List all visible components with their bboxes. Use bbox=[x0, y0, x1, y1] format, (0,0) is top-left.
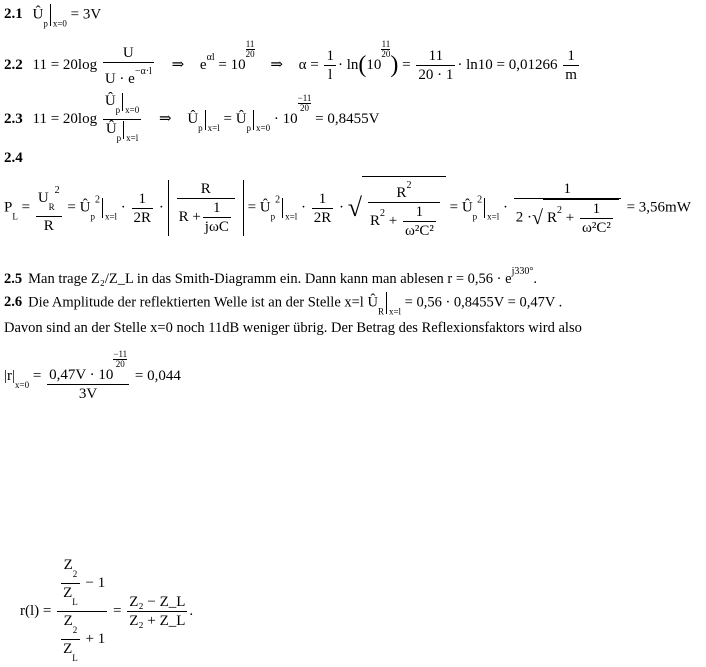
r-frac bbox=[47, 350, 129, 403]
r-eq: = bbox=[32, 367, 42, 384]
f2-den: 2R bbox=[133, 209, 152, 226]
den-base: U · e bbox=[104, 70, 135, 87]
frac-u bbox=[103, 44, 154, 88]
f2-num: 11 bbox=[428, 48, 444, 65]
u1-sub-x: x=l bbox=[207, 122, 220, 133]
rhs-3v: = 3V bbox=[70, 6, 102, 23]
eq-2-4 bbox=[4, 176, 691, 240]
sqrt-den-fden: ω²C² bbox=[404, 223, 434, 239]
frac-1-l bbox=[324, 47, 336, 84]
dot5: · bbox=[502, 199, 508, 216]
exp-num: 11 bbox=[245, 39, 255, 49]
final-r-sup: 2 bbox=[556, 204, 562, 216]
eq-u: = Û bbox=[223, 110, 247, 127]
abs-den-fnum: 1 bbox=[213, 200, 221, 216]
sqrt-icon-2: √ bbox=[531, 206, 543, 229]
sub-x0: x=0 bbox=[52, 18, 67, 29]
final-fnum: 1 bbox=[592, 200, 601, 217]
eq-2-1 bbox=[4, 4, 101, 28]
u-r-sub-x: x=l bbox=[388, 306, 402, 317]
rl-sf-den: Z₂ + Z_L bbox=[129, 613, 186, 629]
rl-simple-frac bbox=[127, 593, 187, 630]
n-top: Û bbox=[104, 93, 116, 109]
rl-d-op: + 1 bbox=[85, 630, 106, 647]
calc-2-6: = 0,56 · 0,8455V = 0,47V . bbox=[404, 294, 563, 311]
rl-big-num bbox=[57, 556, 107, 611]
sqrt-num bbox=[368, 177, 440, 202]
f2b-num: 1 bbox=[318, 190, 327, 207]
mid-eq: = 10 bbox=[218, 57, 246, 73]
eq4: = Û bbox=[449, 199, 473, 216]
paren-exp-num: 11 bbox=[381, 39, 391, 49]
arrow: ⇒ bbox=[159, 110, 172, 127]
r-exp-val: 11 bbox=[118, 349, 128, 359]
r-frac-num-base: 0,47V · 10 bbox=[49, 367, 114, 383]
exp-neg-val: 11 bbox=[302, 92, 312, 103]
sqrt-icon: √ bbox=[347, 193, 362, 222]
eq2: = bbox=[402, 57, 411, 73]
eq3: = Û bbox=[247, 199, 271, 216]
ur-den: R bbox=[36, 216, 62, 235]
sub-p: p bbox=[43, 18, 48, 29]
abs-frac bbox=[168, 180, 244, 236]
result: = 3,56mW bbox=[626, 199, 691, 216]
r-frac-num bbox=[47, 350, 129, 384]
eq1: = bbox=[21, 199, 31, 216]
eq4-sup: 2 bbox=[477, 194, 483, 206]
eq2-sub-p: p bbox=[90, 211, 95, 222]
eq-2-5 bbox=[4, 266, 537, 288]
rl-nn bbox=[61, 556, 80, 583]
eq-2-2: 2.2 11 = 20log $\frac{U}{U \cdot e^{-\alpha\cdot l}}$ ⇒ $e^{\alpha l} = 10$ $\frac{11}{20}$ ⇒ α = $\frac{1}{l}$ · ln(10 $\frac{11}{20}$ ) = $\frac{11}{20 \cdot 1}$ · ln10 = 0,01266 $\frac{1}{m}$ bbox=[4, 39, 577, 87]
dot4: · bbox=[338, 199, 344, 216]
lhs-20log: 11 = 20log bbox=[32, 110, 98, 127]
r-abs-sub: x=0 bbox=[15, 379, 30, 390]
sqrt-den bbox=[368, 202, 440, 240]
ur-sup: 2 bbox=[54, 184, 60, 196]
u1-sub-p: p bbox=[198, 122, 203, 133]
pl-sub: L bbox=[12, 211, 18, 222]
sqrt-num-sup: 2 bbox=[406, 180, 412, 191]
eq-r-abs bbox=[4, 350, 181, 403]
den-sup: −α·l bbox=[134, 65, 152, 77]
rl-nd-z: Z bbox=[63, 585, 73, 601]
label-2-6: 2.6 bbox=[4, 294, 23, 311]
final-sqrt bbox=[543, 199, 619, 237]
unit-den: m bbox=[565, 67, 577, 84]
end-dot: . bbox=[533, 271, 537, 287]
abs-den-r: R + bbox=[178, 208, 201, 225]
rl-dn bbox=[61, 612, 80, 639]
rl-nn-z: Z bbox=[63, 557, 73, 573]
frac-1-2r bbox=[132, 190, 154, 227]
sqrt-den-frac bbox=[403, 203, 436, 240]
u2-sub-p: p bbox=[246, 122, 252, 133]
label-2-5: 2.5 bbox=[4, 271, 23, 287]
a-den: l bbox=[324, 65, 336, 84]
rl-dd bbox=[61, 639, 80, 667]
final-r: R bbox=[546, 209, 557, 226]
frac-final bbox=[514, 180, 621, 237]
rl-big-den bbox=[57, 611, 107, 667]
abs-den bbox=[177, 198, 235, 236]
rl-n-op: − 1 bbox=[85, 574, 106, 591]
text-2-6: Die Amplitude der reflektierten Welle ist an der Stelle x=l bbox=[28, 294, 364, 311]
exp-neg-den: 20 bbox=[298, 103, 312, 113]
eq3-sub-x: x=l bbox=[285, 211, 298, 222]
rl-num-frac bbox=[61, 556, 80, 611]
final-den bbox=[514, 198, 621, 237]
d-sub-p: p bbox=[116, 133, 122, 143]
unit-frac bbox=[563, 47, 579, 84]
mid-sup: αl bbox=[206, 52, 215, 63]
result: = 0,8455V bbox=[315, 110, 380, 127]
f2b-den: 2R bbox=[313, 209, 332, 226]
text-2-5: Man trage Z₂/Z_L in das Smith-Diagramm ein. Dann kann man ablesen bbox=[28, 271, 444, 287]
ratio-den bbox=[103, 119, 141, 147]
eq2-sup: 2 bbox=[94, 194, 100, 206]
r-exp-den: 20 bbox=[113, 359, 127, 369]
sqrt-inner bbox=[368, 177, 440, 240]
arrow-2: ⇒ bbox=[270, 57, 283, 73]
sqrt-num-r: R bbox=[396, 185, 407, 201]
rl-end: . bbox=[189, 602, 194, 619]
rl-eq: = bbox=[113, 602, 122, 619]
u-hat: Û bbox=[32, 6, 44, 23]
label-2-4-row bbox=[4, 150, 29, 167]
exp-frac bbox=[246, 40, 255, 59]
label-2-1: 2.1 bbox=[4, 6, 23, 23]
unit-num: 1 bbox=[567, 48, 575, 65]
dot2: · bbox=[158, 199, 164, 216]
sqrt-den-plus: + bbox=[388, 212, 398, 229]
sqrt-den-fnum: 1 bbox=[415, 204, 424, 220]
rl-dd-z: Z bbox=[63, 641, 73, 657]
lhs-20log: 11 = 20log bbox=[32, 57, 98, 73]
sqrt-den-sup: 2 bbox=[380, 207, 386, 219]
u-r-sub: R bbox=[377, 306, 384, 317]
r-value: r = 0,56 · e bbox=[447, 271, 512, 287]
final-inner-frac bbox=[580, 200, 613, 237]
eq4-sub-p: p bbox=[472, 211, 478, 222]
frac-ur-r bbox=[36, 182, 62, 235]
eq-2-3 bbox=[4, 92, 379, 147]
dot1: · bbox=[120, 199, 126, 216]
rl-nd bbox=[61, 583, 80, 611]
abs-den-frac bbox=[203, 199, 231, 236]
d-bot: Û bbox=[105, 121, 117, 137]
mid-e: e bbox=[199, 57, 207, 73]
frac-u-ratio bbox=[103, 92, 141, 147]
label-2-2: 2.2 bbox=[4, 57, 23, 73]
abs-num: R bbox=[200, 181, 211, 197]
frac-1-2r-b bbox=[312, 190, 334, 227]
final-pre: 2 · bbox=[515, 208, 532, 225]
rl-dn-z: Z bbox=[63, 613, 73, 629]
f2-den: 20 · 1 bbox=[418, 67, 454, 84]
u1: Û bbox=[187, 110, 199, 127]
n-sub-p: p bbox=[115, 105, 121, 115]
dot3: · bbox=[300, 199, 306, 216]
alpha-eq: α = bbox=[298, 57, 319, 73]
ur-num bbox=[36, 182, 62, 216]
a-num: 1 bbox=[326, 48, 334, 65]
r-exp-num: −11 bbox=[113, 349, 128, 359]
eq3-sub-p: p bbox=[270, 211, 276, 222]
eq-2-6 bbox=[4, 292, 562, 316]
rl-sf-num: Z₂ − Z_L bbox=[129, 594, 186, 610]
ln: · ln bbox=[337, 57, 359, 73]
final-plus: + bbox=[565, 209, 575, 226]
exp-den: 20 bbox=[245, 49, 255, 59]
ratio-num bbox=[103, 92, 141, 119]
r-abs: |r| bbox=[4, 367, 16, 384]
line-davon bbox=[4, 320, 582, 337]
label-2-4: 2.4 bbox=[4, 150, 23, 166]
r-sup: j330° bbox=[511, 266, 534, 277]
ur-base: U bbox=[37, 189, 49, 206]
text-davon: Davon sind an der Stelle x=0 noch 11dB weniger übrig. Der Betrag des Reflexionsfaktors wird also bbox=[4, 320, 582, 336]
u2-sub-x: x=0 bbox=[256, 122, 271, 133]
rl-lhs: r(l) = bbox=[20, 602, 52, 619]
frac-den bbox=[103, 62, 154, 88]
mult-10: · 10 bbox=[273, 110, 298, 127]
d-sub-x: x=l bbox=[126, 133, 139, 143]
sqrt-frac bbox=[362, 176, 446, 240]
n-sub-x: x=0 bbox=[125, 105, 140, 115]
u-r: Û bbox=[367, 294, 378, 311]
r-result: = 0,044 bbox=[134, 367, 181, 384]
eq4-sub-x: x=l bbox=[487, 211, 500, 222]
eq2-sub-x: x=l bbox=[104, 211, 118, 222]
final-num: 1 bbox=[563, 180, 572, 197]
rl-dd-sub: L bbox=[72, 653, 78, 663]
f2-num: 1 bbox=[138, 190, 147, 207]
ln10-result: · ln10 = 0,01266 bbox=[457, 57, 558, 73]
label-2-3: 2.3 bbox=[4, 110, 23, 127]
r-frac-den: 3V bbox=[47, 384, 129, 403]
exp-neg-num: −11 bbox=[297, 92, 312, 103]
paren-exp-den: 20 bbox=[381, 49, 391, 59]
rl-bigfrac bbox=[57, 556, 107, 667]
paren-base: 10 bbox=[366, 57, 382, 73]
eq2: = Û bbox=[67, 199, 91, 216]
frac-11-20 bbox=[416, 47, 455, 84]
eq3-sup: 2 bbox=[275, 194, 281, 206]
r-frac-exp bbox=[113, 350, 127, 369]
pl: P bbox=[4, 199, 13, 216]
rl-dn-sub: 2 bbox=[72, 625, 78, 635]
sqrt-den-r: R bbox=[370, 212, 381, 229]
rl-nn-sub: 2 bbox=[72, 569, 78, 579]
frac-num: U bbox=[122, 44, 134, 61]
eq-rl bbox=[20, 556, 193, 667]
abs-inner bbox=[177, 180, 235, 236]
ur-sub: R bbox=[48, 201, 55, 212]
abs-den-fden: jωC bbox=[204, 219, 229, 235]
rl-nd-sub: L bbox=[72, 597, 78, 607]
final-fden: ω²C² bbox=[581, 219, 611, 236]
rl-den-frac bbox=[61, 612, 80, 667]
exp-neg bbox=[298, 94, 312, 113]
arrow-1: ⇒ bbox=[171, 57, 185, 73]
